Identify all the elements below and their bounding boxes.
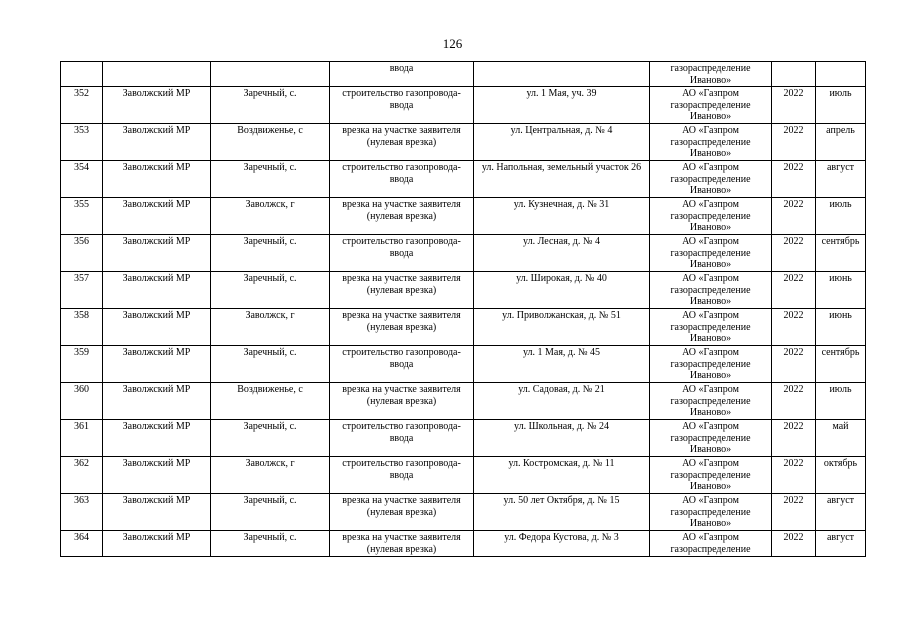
table-row [61,346,866,383]
table-row-continued [61,62,866,87]
cell-org: АО «Газпром газораспределение Иваново» [650,346,772,383]
cell-locality: Заречный, с. [211,420,330,457]
table-row [61,420,866,457]
table-row [61,494,866,531]
cell-locality: Заречный, с. [211,87,330,124]
cell-month: апрель [816,124,866,161]
cell-work: строительство газопровода-ввода [330,346,474,383]
cell-work: строительство газопровода-ввода [330,87,474,124]
page-number: 126 [442,36,463,51]
cell-district: Заволжский МР [103,309,211,346]
cell-address: ул. Садовая, д. № 21 [474,383,650,420]
cell-district: Заволжский МР [103,420,211,457]
cell-year: 2022 [772,383,816,420]
cell-address: ул. 1 Мая, д. № 45 [474,346,650,383]
cell-address: ул. Федора Кустова, д. № 3 [474,531,650,557]
cell-district: Заволжский МР [103,198,211,235]
cell-district: Заволжский МР [103,161,211,198]
cell-num: 352 [61,87,103,124]
cell-num: 355 [61,198,103,235]
cell-year: 2022 [772,346,816,383]
cell-work: врезка на участке заявителя (нулевая врезка) [330,531,474,557]
cell-month: июль [816,383,866,420]
cell-year: 2022 [772,198,816,235]
cell-work: строительство газопровода-ввода [330,235,474,272]
cell-address: ул. Школьная, д. № 24 [474,420,650,457]
cell-year: 2022 [772,309,816,346]
cell-month: август [816,531,866,557]
cell-address: ул. 50 лет Октября, д. № 15 [474,494,650,531]
cell-year: 2022 [772,420,816,457]
cell-org: АО «Газпром газораспределение [650,531,772,557]
cell-year: 2022 [772,531,816,557]
cell-address: ул. Напольная, земельный участок 26 [474,161,650,198]
cell-org: АО «Газпром газораспределение Иваново» [650,124,772,161]
cell-year: 2022 [772,87,816,124]
cell-year: 2022 [772,272,816,309]
cell-locality: Воздвиженье, с [211,124,330,161]
cell-num: 360 [61,383,103,420]
cell-address: ул. Широкая, д. № 40 [474,272,650,309]
cell-work: строительство газопровода-ввода [330,161,474,198]
table-row [61,87,866,124]
table-row [61,198,866,235]
cell-org: АО «Газпром газораспределение Иваново» [650,272,772,309]
cell-month: август [816,161,866,198]
cell-month: август [816,494,866,531]
table-row [61,531,866,557]
cell-locality [211,62,330,87]
cell-org: АО «Газпром газораспределение Иваново» [650,309,772,346]
cell-num: 359 [61,346,103,383]
cell-locality: Заволжск, г [211,309,330,346]
cell-num: 356 [61,235,103,272]
cell-year: 2022 [772,124,816,161]
cell-year [772,62,816,87]
cell-district: Заволжский МР [103,272,211,309]
cell-locality: Воздвиженье, с [211,383,330,420]
cell-district: Заволжский МР [103,87,211,124]
cell-district [103,62,211,87]
cell-num: 357 [61,272,103,309]
cell-num: 363 [61,494,103,531]
cell-num: 358 [61,309,103,346]
cell-address: ул. 1 Мая, уч. 39 [474,87,650,124]
gasification-table [60,61,866,557]
cell-year: 2022 [772,457,816,494]
cell-org: АО «Газпром газораспределение Иваново» [650,235,772,272]
cell-district: Заволжский МР [103,494,211,531]
table-row [61,124,866,161]
cell-locality: Заречный, с. [211,531,330,557]
cell-work: строительство газопровода-ввода [330,420,474,457]
cell-num: 354 [61,161,103,198]
cell-locality: Заречный, с. [211,235,330,272]
cell-org: газораспределение Иваново» [650,62,772,87]
cell-month: сентябрь [816,235,866,272]
cell-locality: Заволжск, г [211,198,330,235]
table-row [61,309,866,346]
cell-month: октябрь [816,457,866,494]
cell-address [474,62,650,87]
cell-org: АО «Газпром газораспределение Иваново» [650,457,772,494]
cell-district: Заволжский МР [103,124,211,161]
cell-district: Заволжский МР [103,235,211,272]
cell-num: 364 [61,531,103,557]
cell-work: ввода [330,62,474,87]
cell-work: врезка на участке заявителя (нулевая врезка) [330,124,474,161]
cell-locality: Заречный, с. [211,161,330,198]
cell-month: май [816,420,866,457]
cell-year: 2022 [772,161,816,198]
cell-address: ул. Лесная, д. № 4 [474,235,650,272]
cell-work: строительство газопровода-ввода [330,457,474,494]
cell-locality: Заречный, с. [211,346,330,383]
cell-work: врезка на участке заявителя (нулевая врезка) [330,309,474,346]
table-row [61,383,866,420]
cell-locality: Заречный, с. [211,272,330,309]
cell-district: Заволжский МР [103,383,211,420]
table-row [61,272,866,309]
cell-address: ул. Центральная, д. № 4 [474,124,650,161]
cell-work: врезка на участке заявителя (нулевая врезка) [330,494,474,531]
cell-month: июль [816,87,866,124]
cell-num: 361 [61,420,103,457]
cell-district: Заволжский МР [103,346,211,383]
cell-month: июнь [816,309,866,346]
cell-work: врезка на участке заявителя (нулевая врезка) [330,383,474,420]
table-row [61,235,866,272]
cell-month: июль [816,198,866,235]
cell-org: АО «Газпром газораспределение Иваново» [650,494,772,531]
table-row [61,161,866,198]
cell-org: АО «Газпром газораспределение Иваново» [650,161,772,198]
cell-locality: Заволжск, г [211,457,330,494]
table-row [61,457,866,494]
cell-org: АО «Газпром газораспределение Иваново» [650,198,772,235]
cell-month [816,62,866,87]
cell-year: 2022 [772,494,816,531]
cell-month: июнь [816,272,866,309]
cell-num: 353 [61,124,103,161]
table-body [61,62,866,557]
cell-district: Заволжский МР [103,457,211,494]
cell-num: 362 [61,457,103,494]
cell-district: Заволжский МР [103,531,211,557]
cell-org: АО «Газпром газораспределение Иваново» [650,383,772,420]
cell-work: врезка на участке заявителя (нулевая врезка) [330,272,474,309]
cell-org: АО «Газпром газораспределение Иваново» [650,420,772,457]
cell-num [61,62,103,87]
cell-address: ул. Приволжанская, д. № 51 [474,309,650,346]
cell-locality: Заречный, с. [211,494,330,531]
cell-address: ул. Костромская, д. № 11 [474,457,650,494]
cell-year: 2022 [772,235,816,272]
cell-month: сентябрь [816,346,866,383]
cell-address: ул. Кузнечная, д. № 31 [474,198,650,235]
cell-work: врезка на участке заявителя (нулевая врезка) [330,198,474,235]
cell-org: АО «Газпром газораспределение Иваново» [650,87,772,124]
